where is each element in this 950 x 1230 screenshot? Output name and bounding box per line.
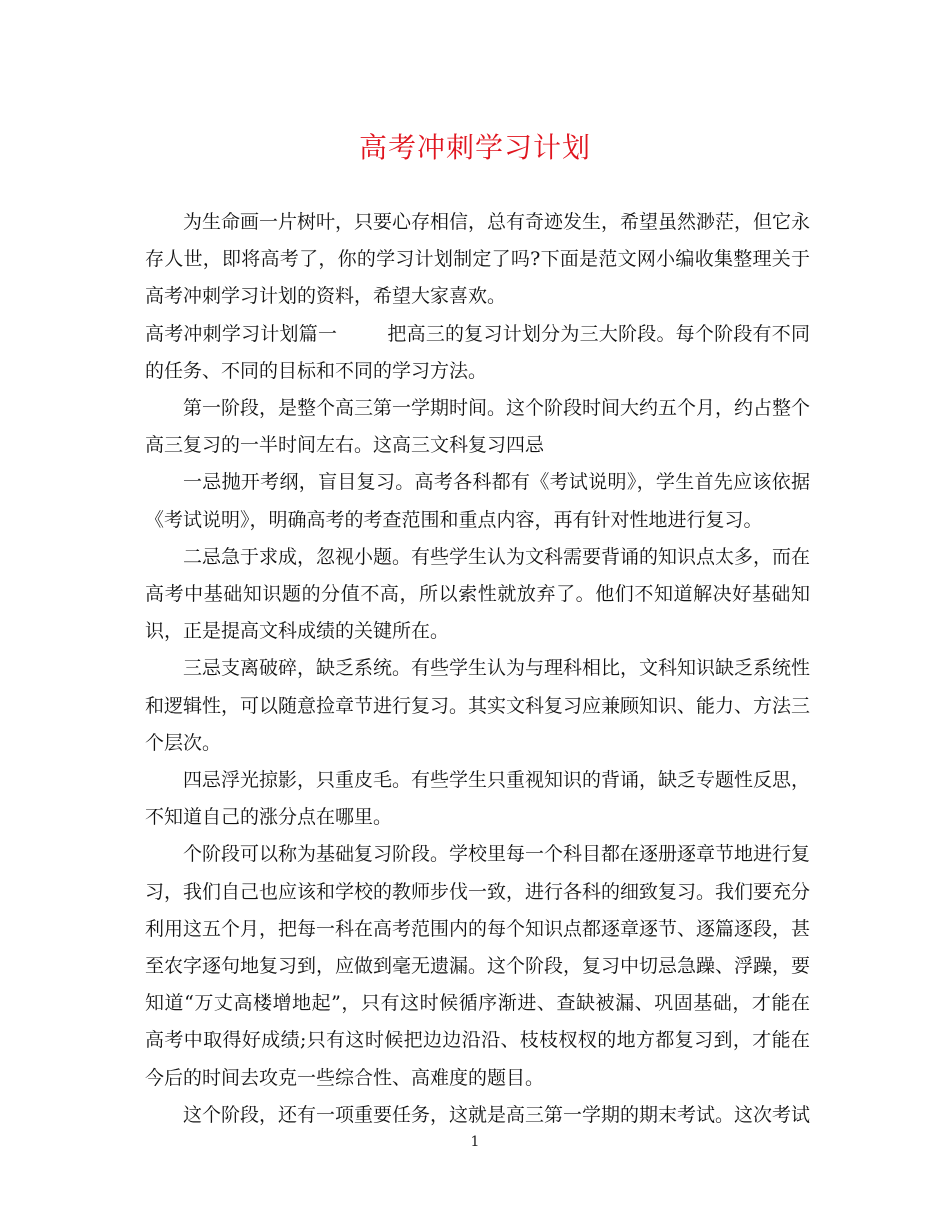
- paragraph-stage-one: 第一阶段，是整个高三第一学期时间。这个阶段时间大约五个月，约占整个高三复习的一半时间左右。这高三文科复习四忌: [145, 397, 811, 457]
- paragraph-taboo-four: 四忌浮光掠影，只重皮毛。有些学生只重视知识的背诵，缺乏专题性反思，不知道自己的涨分点在哪里。: [145, 769, 811, 829]
- paragraph-taboo-one: 一忌抛开考纲，盲目复习。高考各科都有《考试说明》，学生首先应该依据《考试说明》，明确高考的考查范围和重点内容，再有针对性地进行复习。: [145, 471, 810, 531]
- paragraph-final-exam: 这个阶段，还有一项重要任务，这就是高三第一学期的期末考试。这次考试: [183, 1103, 811, 1126]
- section-paragraph: [145, 316, 810, 390]
- document-title: 高考冲刺学习计划: [358, 131, 591, 164]
- section-heading: 高考冲刺学习计划篇一: [145, 322, 338, 345]
- paragraph-taboo-two: 二忌急于求成，忽视小题。有些学生认为文科需要背诵的知识点太多，而在高考中基础知识题的分值不高，所以索性就放弃了。他们不知道解决好基础知识，正是提高文科成绩的关键所在。: [145, 545, 811, 643]
- intro-paragraph: 为生命画一片树叶，只要心存相信，总有奇迹发生，希望虽然渺茫，但它永存人世，即将高考了，你的学习计划制定了吗?下面是范文网小编收集整理关于高考冲刺学习计划的资料，希望大家喜欢。: [145, 211, 811, 308]
- document-body: [145, 204, 810, 1134]
- paragraph-basic-review: 个阶段可以称为基础复习阶段。学校里每一个科目都在逐册逐章节地进行复习，我们自己也应该和学校的教师步伐一致，进行各科的细致复习。我们要充分利用这五个月，把每一科在高考范围内的每个知识点都逐章逐节、逐篇逐段，甚至农字逐句地复习到，应做到毫无遗漏。这个阶段，复习中切忌急躁、浮躁，要知道“万丈高楼增地起”，只有这时候循序渐进、查缺被漏、巩固基础，才能在高考中取得好成绩;只有这时候把边边沿沿、枝枝杈杈的地方都复习到，才能在今后的时间去攻克一些综合性、高难度的题目。: [145, 843, 811, 1089]
- section-text: 把高三的复习计划分为三大阶段。每个阶段有不同的任务、不同的目标和不同的学习方法。: [145, 322, 810, 382]
- paragraph-taboo-three: 三忌支离破碎，缺乏系统。有些学生认为与理科相比，文科知识缺乏系统性和逻辑性，可以随意捡章节进行复习。其实文科复习应兼顾知识、能力、方法三个层次。: [145, 657, 811, 754]
- page-number: 1: [470, 1134, 480, 1150]
